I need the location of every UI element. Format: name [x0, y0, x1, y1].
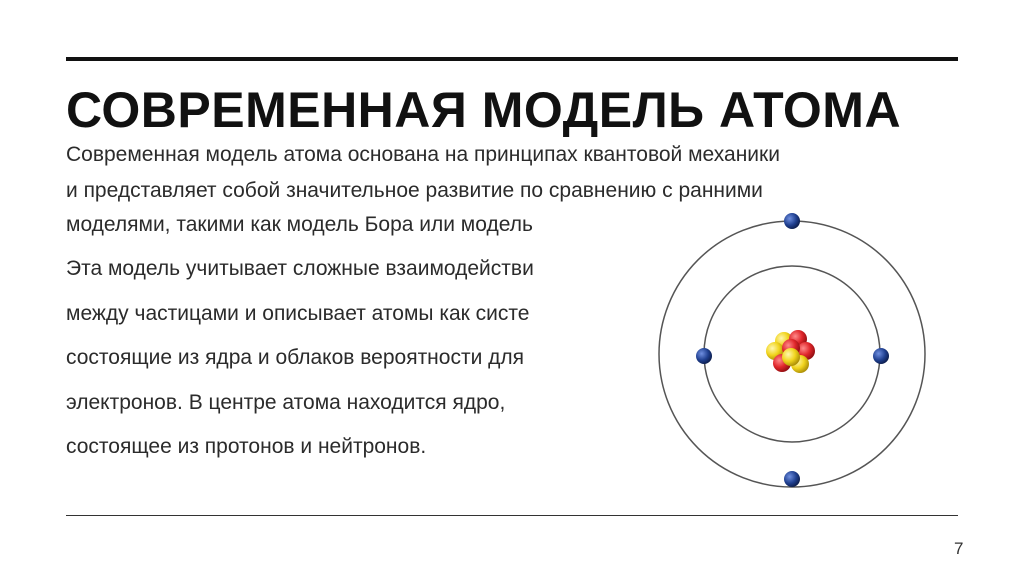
body-line-7: электронов. В центре атома находится ядро,	[66, 391, 506, 414]
bottom-divider	[66, 515, 958, 516]
body-line-5: между частицами и описывает атомы как систе	[66, 302, 530, 325]
neutron	[782, 348, 800, 366]
slide-title: СОВРЕМЕННАЯ МОДЕЛЬ АТОМА	[66, 82, 902, 138]
body-line-6: состоящие из ядра и облаков вероятности для	[66, 346, 525, 369]
atom-diagram-icon	[636, 208, 972, 500]
body-line-2: и представляет собой значительное развитие по сравнению с ранними	[66, 179, 763, 202]
atom-image	[636, 208, 972, 500]
electron-top	[784, 213, 800, 229]
body-line-3: моделями, такими как модель Бора или модель	[66, 213, 533, 236]
electron-left	[696, 348, 712, 364]
body-line-4: Эта модель учитывает сложные взаимодействи	[66, 257, 534, 280]
nucleus	[766, 330, 815, 373]
electron-bottom	[784, 471, 800, 487]
electron-right	[873, 348, 889, 364]
page-number: 7	[954, 539, 964, 558]
top-divider	[66, 57, 958, 61]
body-line-1: Современная модель атома основана на принципах квантовой механики	[66, 143, 780, 166]
body-line-8: состоящее из протонов и нейтронов.	[66, 435, 427, 458]
